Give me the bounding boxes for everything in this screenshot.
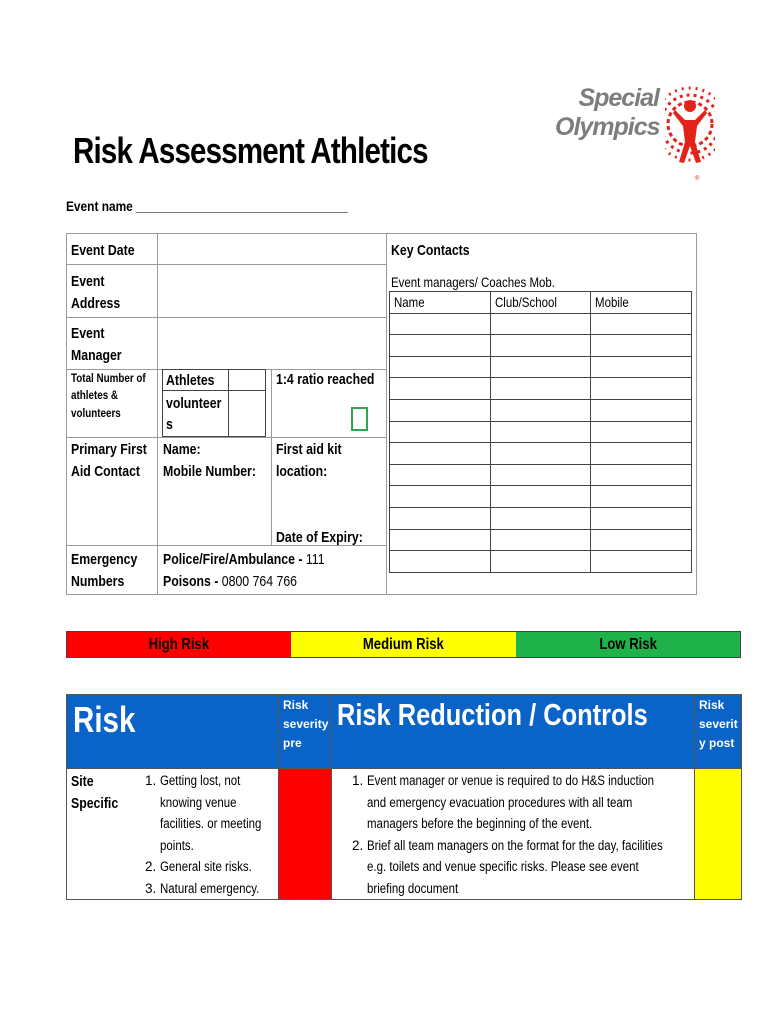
risk-header: Risk — [67, 695, 279, 769]
controls-list — [332, 770, 694, 899]
contact-mobile-cell[interactable] — [591, 378, 692, 400]
row-label: Site Specific — [71, 773, 119, 812]
contact-mobile-cell[interactable] — [591, 529, 692, 551]
athletes-count-box[interactable] — [228, 369, 266, 391]
volunteers-label-line-2: s — [166, 416, 173, 433]
event-date-value-cell[interactable] — [157, 233, 387, 265]
first-aid-name-label: Name: — [163, 441, 201, 458]
table-row — [390, 378, 692, 400]
first-aid-kit-label-line-1: First aid kit — [276, 441, 342, 458]
athlete-emblem-icon — [665, 66, 715, 184]
table-row — [390, 464, 692, 486]
poisons-line — [163, 571, 297, 593]
contact-club-cell[interactable] — [490, 378, 591, 400]
contact-club-cell[interactable] — [490, 551, 591, 573]
list-item: 2. Brief all team managers on the format for the day, facilities e.g. toilets and venue specific risks. Please see event briefing document — [367, 835, 694, 900]
event-date-label: Event Date — [71, 242, 135, 259]
contact-name-cell[interactable] — [390, 313, 491, 335]
contact-name-cell[interactable] — [390, 529, 491, 551]
risk-severity-pre-header: Risk severity pre — [279, 695, 332, 769]
table-row — [390, 421, 692, 443]
risk-list — [140, 770, 278, 899]
contact-name-cell[interactable] — [390, 486, 491, 508]
emergency-numbers-label-line-1: Emergency — [71, 551, 138, 568]
special-olympics-logo — [555, 66, 755, 186]
table-row — [390, 486, 692, 508]
list-item: 1. Event manager or venue is required to do H&S induction and emergency evacuation procedures with all team managers before the beginning of the event. — [367, 770, 694, 835]
contact-club-cell[interactable] — [490, 486, 591, 508]
contact-club-cell[interactable] — [490, 507, 591, 529]
logo-line-2: Olympics — [555, 113, 660, 141]
risk-level-legend — [66, 631, 741, 658]
contact-mobile-cell[interactable] — [591, 443, 692, 465]
primary-first-aid-label-line-1: Primary First — [71, 441, 147, 458]
low-risk-band: Low Risk — [516, 632, 740, 657]
contact-club-cell[interactable] — [490, 443, 591, 465]
table-row — [390, 507, 692, 529]
list-item: 2. General site risks. — [160, 856, 278, 878]
contact-club-cell[interactable] — [490, 335, 591, 357]
table-row — [390, 335, 692, 357]
total-number-label-line-3: volunteers — [71, 406, 121, 420]
date-of-expiry-label: Date of Expiry: — [276, 529, 363, 546]
emergency-numbers-label-line-2: Numbers — [71, 573, 125, 590]
ratio-checkbox[interactable] — [351, 407, 368, 431]
contact-name-cell[interactable] — [390, 507, 491, 529]
table-row — [390, 399, 692, 421]
contact-name-cell[interactable] — [390, 464, 491, 486]
risk-severity-pre-cell[interactable] — [279, 769, 332, 900]
first-aid-kit-label-line-2: location: — [276, 463, 328, 480]
volunteers-count-box[interactable] — [228, 390, 266, 437]
table-row — [390, 356, 692, 378]
first-aid-mobile-label: Mobile Number: — [163, 463, 256, 480]
key-contacts-subtitle: Event managers/ Coaches Mob. — [391, 274, 555, 290]
contact-mobile-cell[interactable] — [591, 335, 692, 357]
contact-club-cell[interactable] — [490, 313, 591, 335]
event-manager-value-cell[interactable] — [157, 317, 387, 370]
contact-name-cell[interactable] — [390, 443, 491, 465]
poisons-number: 0800 764 766 — [221, 573, 298, 590]
contact-club-cell[interactable] — [490, 356, 591, 378]
risk-table-header-row — [67, 695, 742, 769]
contact-name-cell[interactable] — [390, 335, 491, 357]
ratio-label: 1:4 ratio reached — [276, 371, 375, 388]
event-address-label-line-1: Event — [71, 273, 105, 290]
logo-wordmark — [555, 84, 659, 142]
contact-club-cell[interactable] — [490, 529, 591, 551]
table-row — [390, 443, 692, 465]
event-name-field[interactable]: Event name ________________________________ — [66, 198, 348, 214]
table-row — [390, 551, 692, 573]
contact-mobile-cell[interactable] — [591, 421, 692, 443]
volunteers-label-line-1: volunteer — [166, 395, 222, 412]
event-manager-label-line-2: Manager — [71, 347, 122, 364]
contact-mobile-cell[interactable] — [591, 464, 692, 486]
risk-description-cell — [67, 769, 279, 900]
contact-mobile-cell[interactable] — [591, 507, 692, 529]
total-number-label-line-1: Total Number of — [71, 371, 146, 385]
contact-club-cell[interactable] — [490, 464, 591, 486]
police-label: Police/Fire/Ambulance - — [163, 551, 306, 568]
poisons-label: Poisons - — [163, 573, 222, 590]
logo-line-1: Special — [578, 84, 659, 112]
contact-club-cell[interactable] — [490, 421, 591, 443]
risk-assessment-table — [66, 694, 742, 900]
contact-name-cell[interactable] — [390, 378, 491, 400]
risk-severity-post-cell[interactable] — [695, 769, 742, 900]
total-number-label-line-2: athletes & — [71, 388, 119, 402]
contact-mobile-cell[interactable] — [591, 486, 692, 508]
list-item: 1. Getting lost, not knowing venue facilities. or meeting points. — [160, 770, 278, 856]
risk-reduction-header: Risk Reduction / Controls — [332, 695, 695, 769]
contact-name-cell[interactable] — [390, 356, 491, 378]
contact-club-cell[interactable] — [490, 399, 591, 421]
column-header-name: Name — [390, 292, 491, 314]
contact-mobile-cell[interactable] — [591, 313, 692, 335]
table-row — [390, 313, 692, 335]
contact-mobile-cell[interactable] — [591, 399, 692, 421]
key-contacts-table — [389, 291, 692, 573]
contact-name-cell[interactable] — [390, 399, 491, 421]
event-manager-label-line-1: Event — [71, 325, 105, 342]
event-address-value-cell[interactable] — [157, 264, 387, 318]
svg-text:®: ® — [695, 176, 700, 182]
controls-cell — [332, 769, 695, 900]
medium-risk-band: Medium Risk — [291, 632, 515, 657]
high-risk-band: High Risk — [67, 632, 291, 657]
table-row — [390, 529, 692, 551]
column-header-club-school: Club/School — [490, 292, 591, 314]
key-contacts-title: Key Contacts — [391, 242, 470, 259]
contact-mobile-cell[interactable] — [591, 551, 692, 573]
page-title: Risk Assessment Athletics — [73, 130, 428, 171]
event-address-label-line-2: Address — [71, 295, 121, 312]
risk-severity-post-header: Risk severit y post — [695, 695, 742, 769]
list-item: 3. Natural emergency. — [160, 878, 278, 900]
key-contacts-header-row — [390, 292, 692, 314]
police-number: 111 — [305, 551, 325, 568]
table-row — [67, 769, 742, 900]
column-header-mobile: Mobile — [591, 292, 692, 314]
athletes-label: Athletes — [166, 372, 215, 389]
contact-name-cell[interactable] — [390, 551, 491, 573]
contact-name-cell[interactable] — [390, 421, 491, 443]
contact-mobile-cell[interactable] — [591, 356, 692, 378]
police-fire-ambulance-line — [163, 549, 325, 571]
primary-first-aid-label-line-2: Aid Contact — [71, 463, 141, 480]
